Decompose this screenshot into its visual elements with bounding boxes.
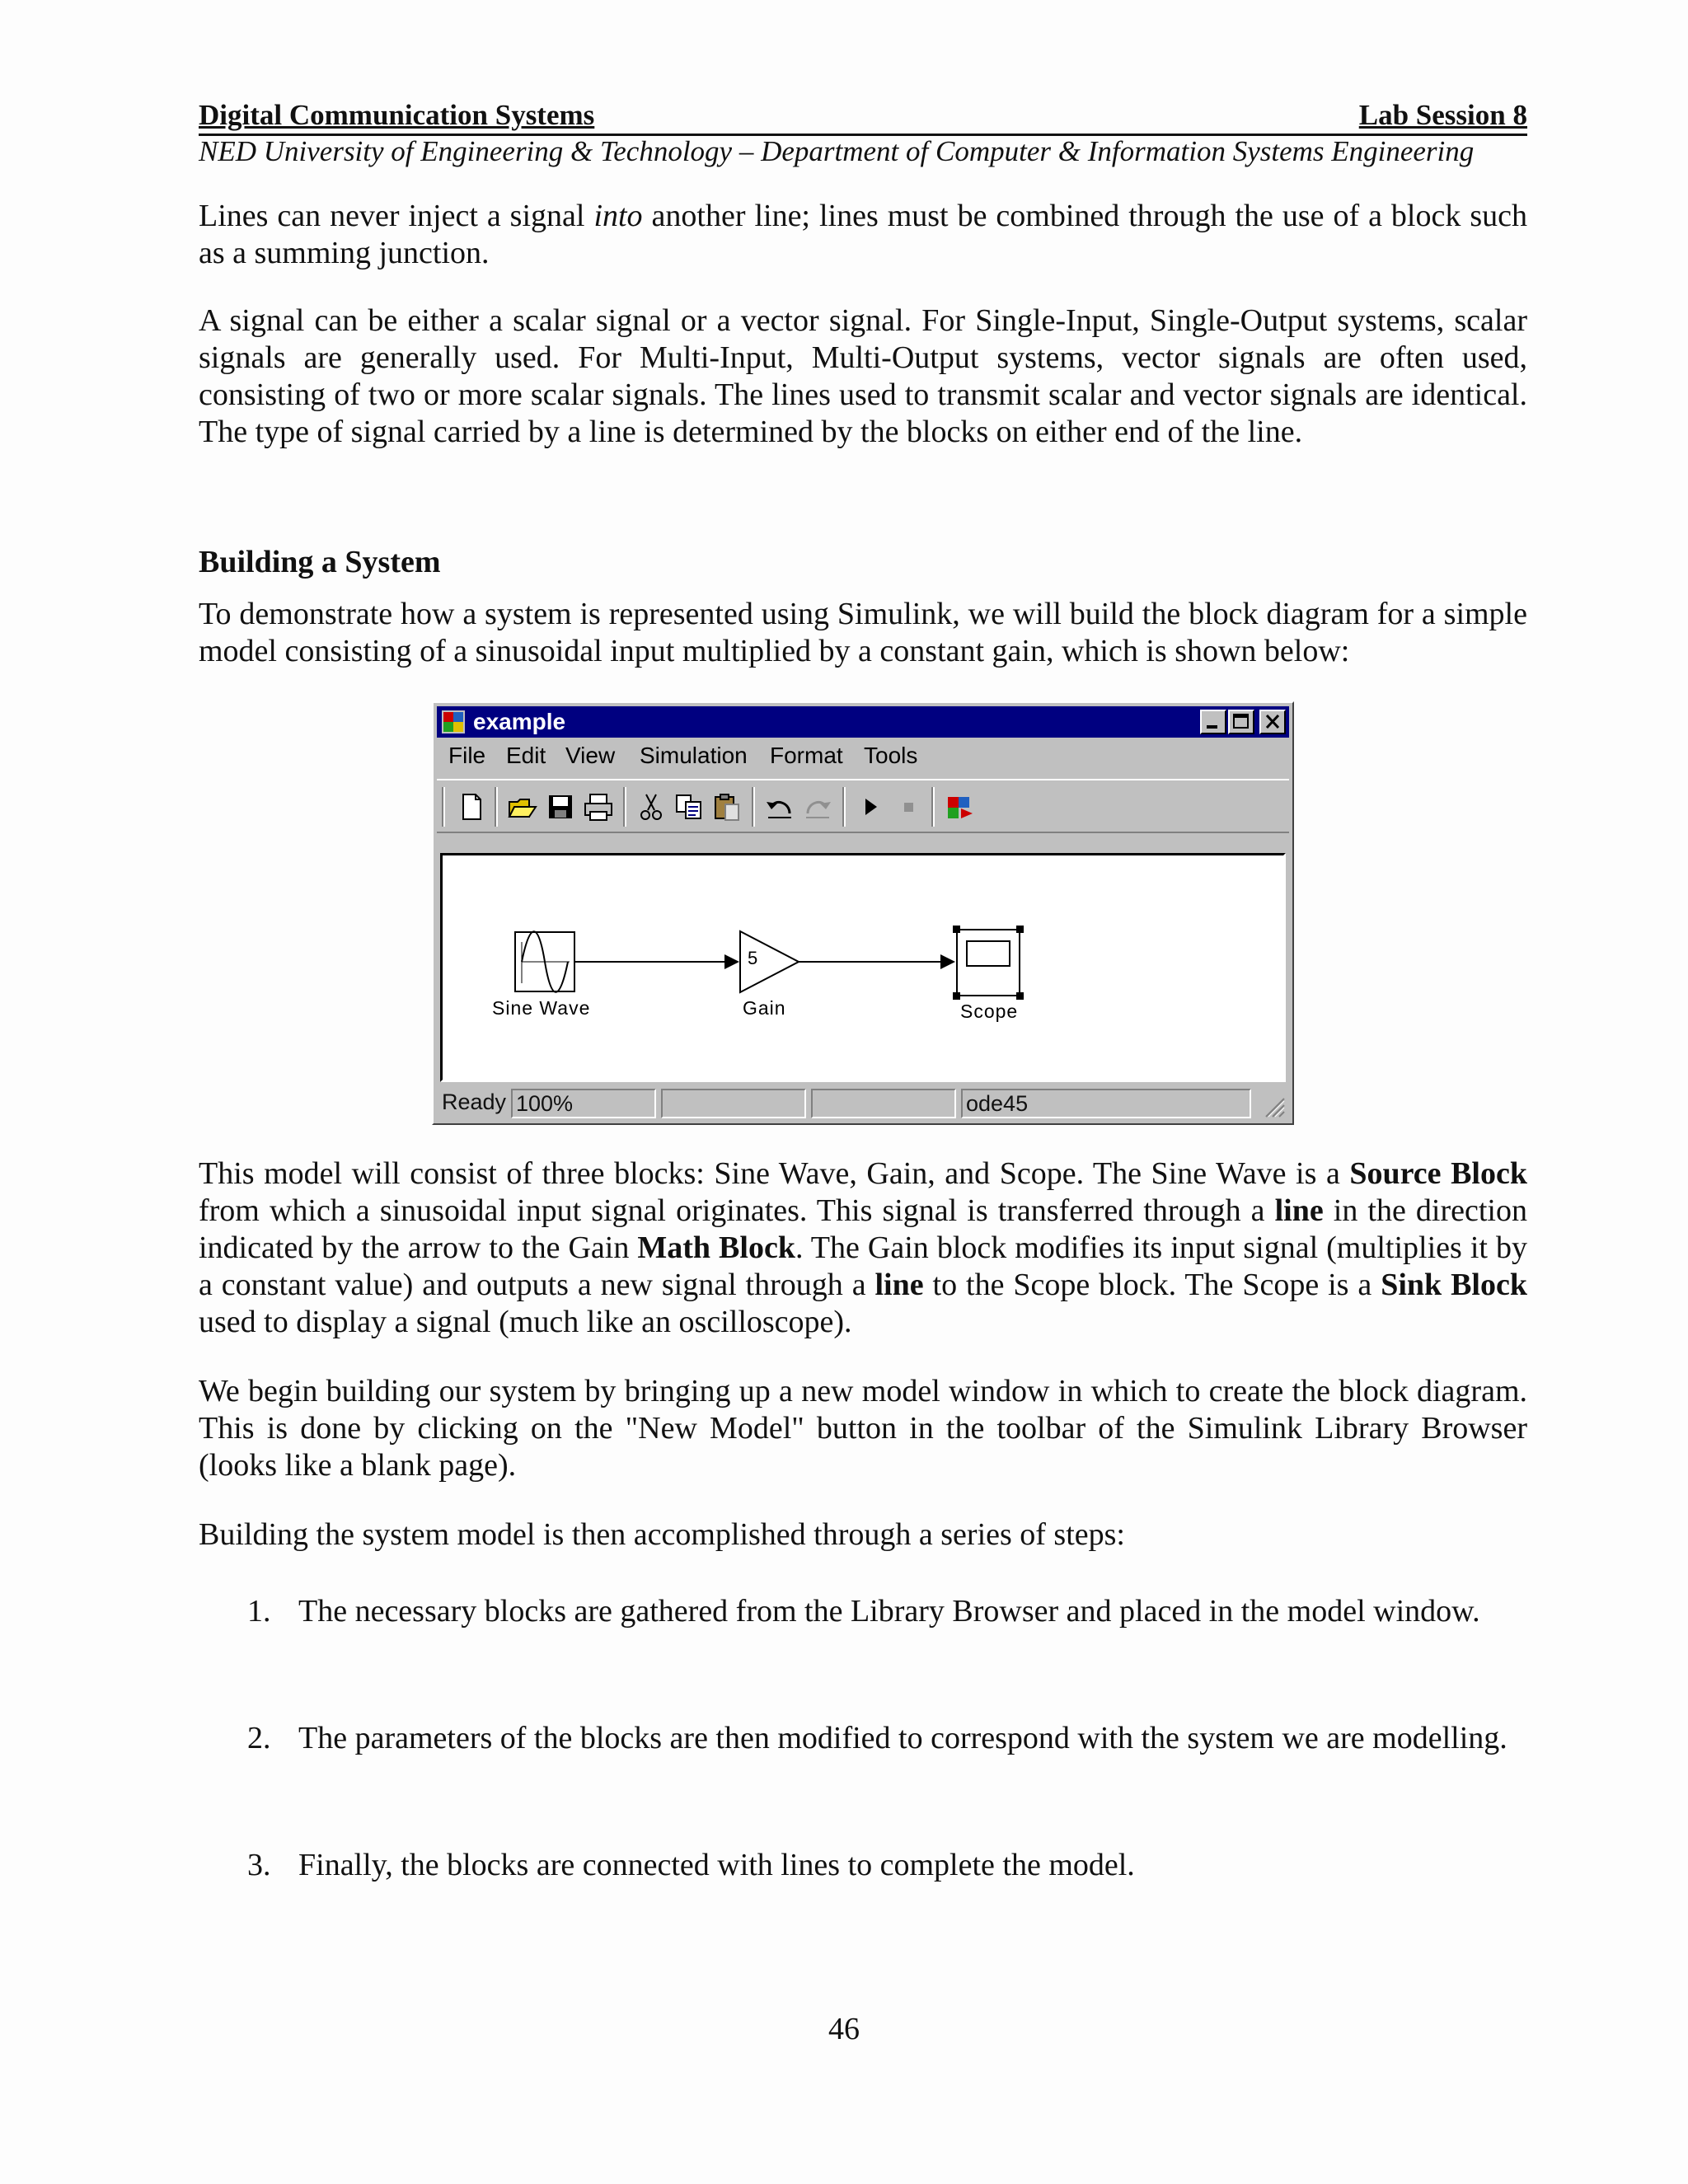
minimize-icon [1202, 711, 1225, 733]
page-number: 46 [828, 2012, 860, 2046]
sine-wave-label: Sine Wave [492, 997, 591, 1019]
toolbar-separator [623, 787, 626, 827]
list-number: 1. [247, 1594, 271, 1629]
minimize-button[interactable] [1200, 710, 1226, 734]
bold-term: Math Block [637, 1230, 795, 1265]
text: from which a sinusoidal input signal originates. This signal is transferred through a [199, 1193, 1275, 1228]
toolbar-separator [495, 787, 498, 827]
text: another line; lines must be combined through the use of a block such as a summing junction. [199, 199, 1527, 270]
close-icon [1261, 711, 1284, 733]
paste-icon[interactable] [710, 790, 743, 823]
maximize-icon [1230, 711, 1253, 733]
toolbar-separator [931, 787, 935, 827]
signal-line-sine-to-gain[interactable] [574, 954, 739, 969]
toolbar-separator [842, 787, 846, 827]
bold-term: line [1274, 1193, 1324, 1228]
copy-icon[interactable] [673, 790, 706, 823]
menu-edit[interactable]: Edit [506, 743, 546, 768]
text: . The Gain block modifies its input signal (multiplies it by a constant value) and outputs a new signal through a [199, 1230, 1527, 1302]
text: in the direction indicated by the arrow to the Gain [199, 1193, 1527, 1265]
new-model-paragraph: We begin building our system by bringing up a new model window in which to create the block diagram. This is done by clicking on the "New Model" button in the toolbar of the Simulink Library Browser (looks like a blank page). [199, 1374, 1527, 1483]
status-empty-2 [811, 1089, 956, 1118]
status-bar [437, 1087, 1289, 1120]
cut-icon[interactable] [635, 790, 668, 823]
status-ready: Ready [442, 1090, 507, 1114]
course-title: Digital Communication Systems [199, 99, 595, 131]
page-header [199, 99, 1527, 136]
list-text: The necessary blocks are gathered from the Library Browser and placed in the model window. [298, 1594, 1480, 1629]
text: to the Scope block. The Scope is a [923, 1268, 1381, 1302]
print-icon[interactable] [582, 790, 615, 823]
status-empty-1 [661, 1089, 806, 1118]
undo-icon[interactable] [763, 790, 796, 823]
model-canvas[interactable] [440, 853, 1286, 1082]
toolbar [437, 779, 1289, 833]
close-button[interactable] [1259, 710, 1286, 734]
menu-bar [437, 741, 1289, 774]
model-description-paragraph [199, 1155, 1527, 1341]
lab-session: Lab Session 8 [1358, 99, 1527, 131]
save-icon[interactable] [544, 790, 577, 823]
bold-term: Sink Block [1381, 1268, 1527, 1302]
toolbar-separator [752, 787, 755, 827]
intro-paragraph-2: A signal can be either a scalar signal or a vector signal. For Single-Input, Single-Output systems, scalar signals are generally used. For Multi-Input, Multi-Output systems, vector signals are often used, consisting of two or more scalar signals. The lines used to transmit scalar and vector signals are identical. The type of signal carried by a line is determined by the blocks on either end of the line. [199, 303, 1527, 449]
window-titlebar [437, 706, 1289, 738]
signal-line-gain-to-scope[interactable] [799, 954, 955, 969]
section-heading: Building a System [199, 545, 441, 579]
list-number: 2. [247, 1721, 271, 1755]
steps-intro-paragraph: Building the system model is then accomplished through a series of steps: [199, 1517, 1125, 1552]
scope-block[interactable] [953, 926, 1024, 1000]
section-paragraph: To demonstrate how a system is represented using Simulink, we will build the block diagram for a simple model consisting of a sinusoidal input multiplied by a constant gain, which is shown below: [199, 597, 1527, 668]
emphasis: into [593, 199, 643, 233]
institution-line: NED University of Engineering & Technology – Department of Computer & Information Systems Engineering [199, 135, 1475, 167]
menu-format[interactable]: Format [770, 743, 843, 768]
sine-wave-block[interactable] [515, 931, 574, 992]
gain-value: 5 [748, 948, 759, 968]
bold-term: line [874, 1268, 924, 1302]
open-folder-icon[interactable] [506, 790, 539, 823]
maximize-button[interactable] [1228, 710, 1254, 734]
simulink-icon [442, 710, 465, 733]
resize-grip-icon[interactable] [1261, 1094, 1286, 1118]
menu-file[interactable]: File [448, 743, 486, 768]
text: Lines can never inject a signal [199, 199, 594, 233]
intro-paragraph-1 [199, 198, 1527, 272]
block-diagram [443, 855, 1287, 1080]
toolbar-grip [442, 787, 445, 827]
menu-tools[interactable]: Tools [864, 743, 918, 768]
redo-icon[interactable] [801, 790, 834, 823]
menu-simulation[interactable]: Simulation [640, 743, 748, 768]
library-browser-icon[interactable] [943, 790, 976, 823]
bold-term: Source Block [1349, 1156, 1527, 1191]
gain-label: Gain [743, 997, 786, 1019]
simulink-model-window [432, 701, 1294, 1125]
list-number: 3. [247, 1848, 271, 1882]
menu-view[interactable]: View [565, 743, 616, 768]
play-icon[interactable] [854, 790, 887, 823]
new-model-icon[interactable] [455, 790, 488, 823]
status-zoom: 100% [511, 1089, 656, 1118]
list-text: The parameters of the blocks are then modified to correspond with the system we are modelling. [298, 1721, 1507, 1755]
scope-label: Scope [960, 1001, 1019, 1022]
list-text: Finally, the blocks are connected with lines to complete the model. [298, 1848, 1135, 1882]
status-solver: ode45 [961, 1089, 1251, 1118]
window-title: example [473, 709, 566, 734]
stop-icon[interactable] [892, 790, 925, 823]
text: used to display a signal (much like an oscilloscope). [199, 1305, 852, 1339]
text: This model will consist of three blocks: Sine Wave, Gain, and Scope. The Sine Wave is a [199, 1156, 1350, 1191]
